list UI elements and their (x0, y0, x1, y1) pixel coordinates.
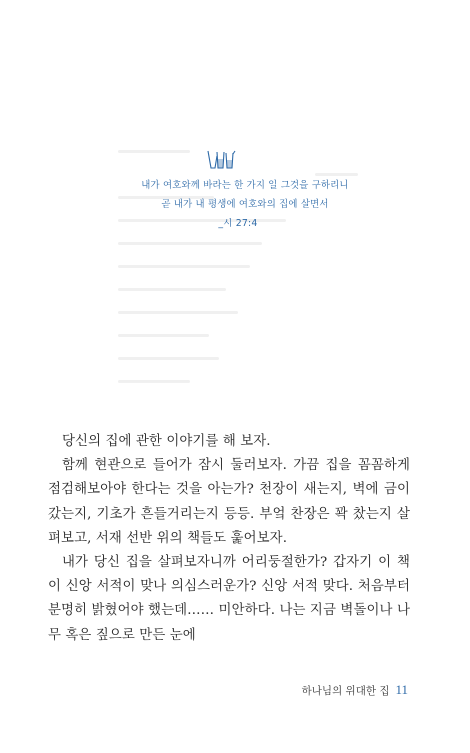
epigraph-reference: _시 27:4 (218, 218, 258, 229)
epigraph (120, 176, 370, 233)
paragraph-3: 내가 당신 집을 살펴보자니까 어리둥절한가? 갑자기 이 책이 신앙 서적이 맞나 의심스러운가? 신앙 서적 맞다. 처음부터 분명히 밝혔어야 했는데…… 미안하다. 나는 지금 벽돌이나 나무 혹은 짚으로 만든 눈에 (48, 555, 410, 643)
paragraph-1: 당신의 집에 관한 이야기를 해 보자. (62, 434, 271, 449)
epigraph-line-1: 내가 여호와께 바라는 한 가지 일 그것을 구하리니 (141, 180, 349, 191)
running-title: 하나님의 위대한 집 (301, 685, 390, 697)
paragraph-2: 함께 현관으로 들어가 잠시 둘러보자. 가끔 집을 꼼꼼하게 점검해보아야 한다는 것을 아는가? 천장이 새는지, 벽에 금이 갔는지, 기초가 흔들거리는지 등등. 부엌 찬장은 꽉 찼는지 살펴보고, 서재 선반 위의 책들도 훑어보자. (48, 458, 410, 546)
page-footer (302, 682, 408, 698)
page-number: 11 (395, 682, 408, 697)
body-text (48, 430, 410, 648)
bottles-ornament-icon (204, 148, 240, 170)
epigraph-line-2: 곧 내가 내 평생에 여호와의 집에 살면서 (161, 199, 329, 210)
